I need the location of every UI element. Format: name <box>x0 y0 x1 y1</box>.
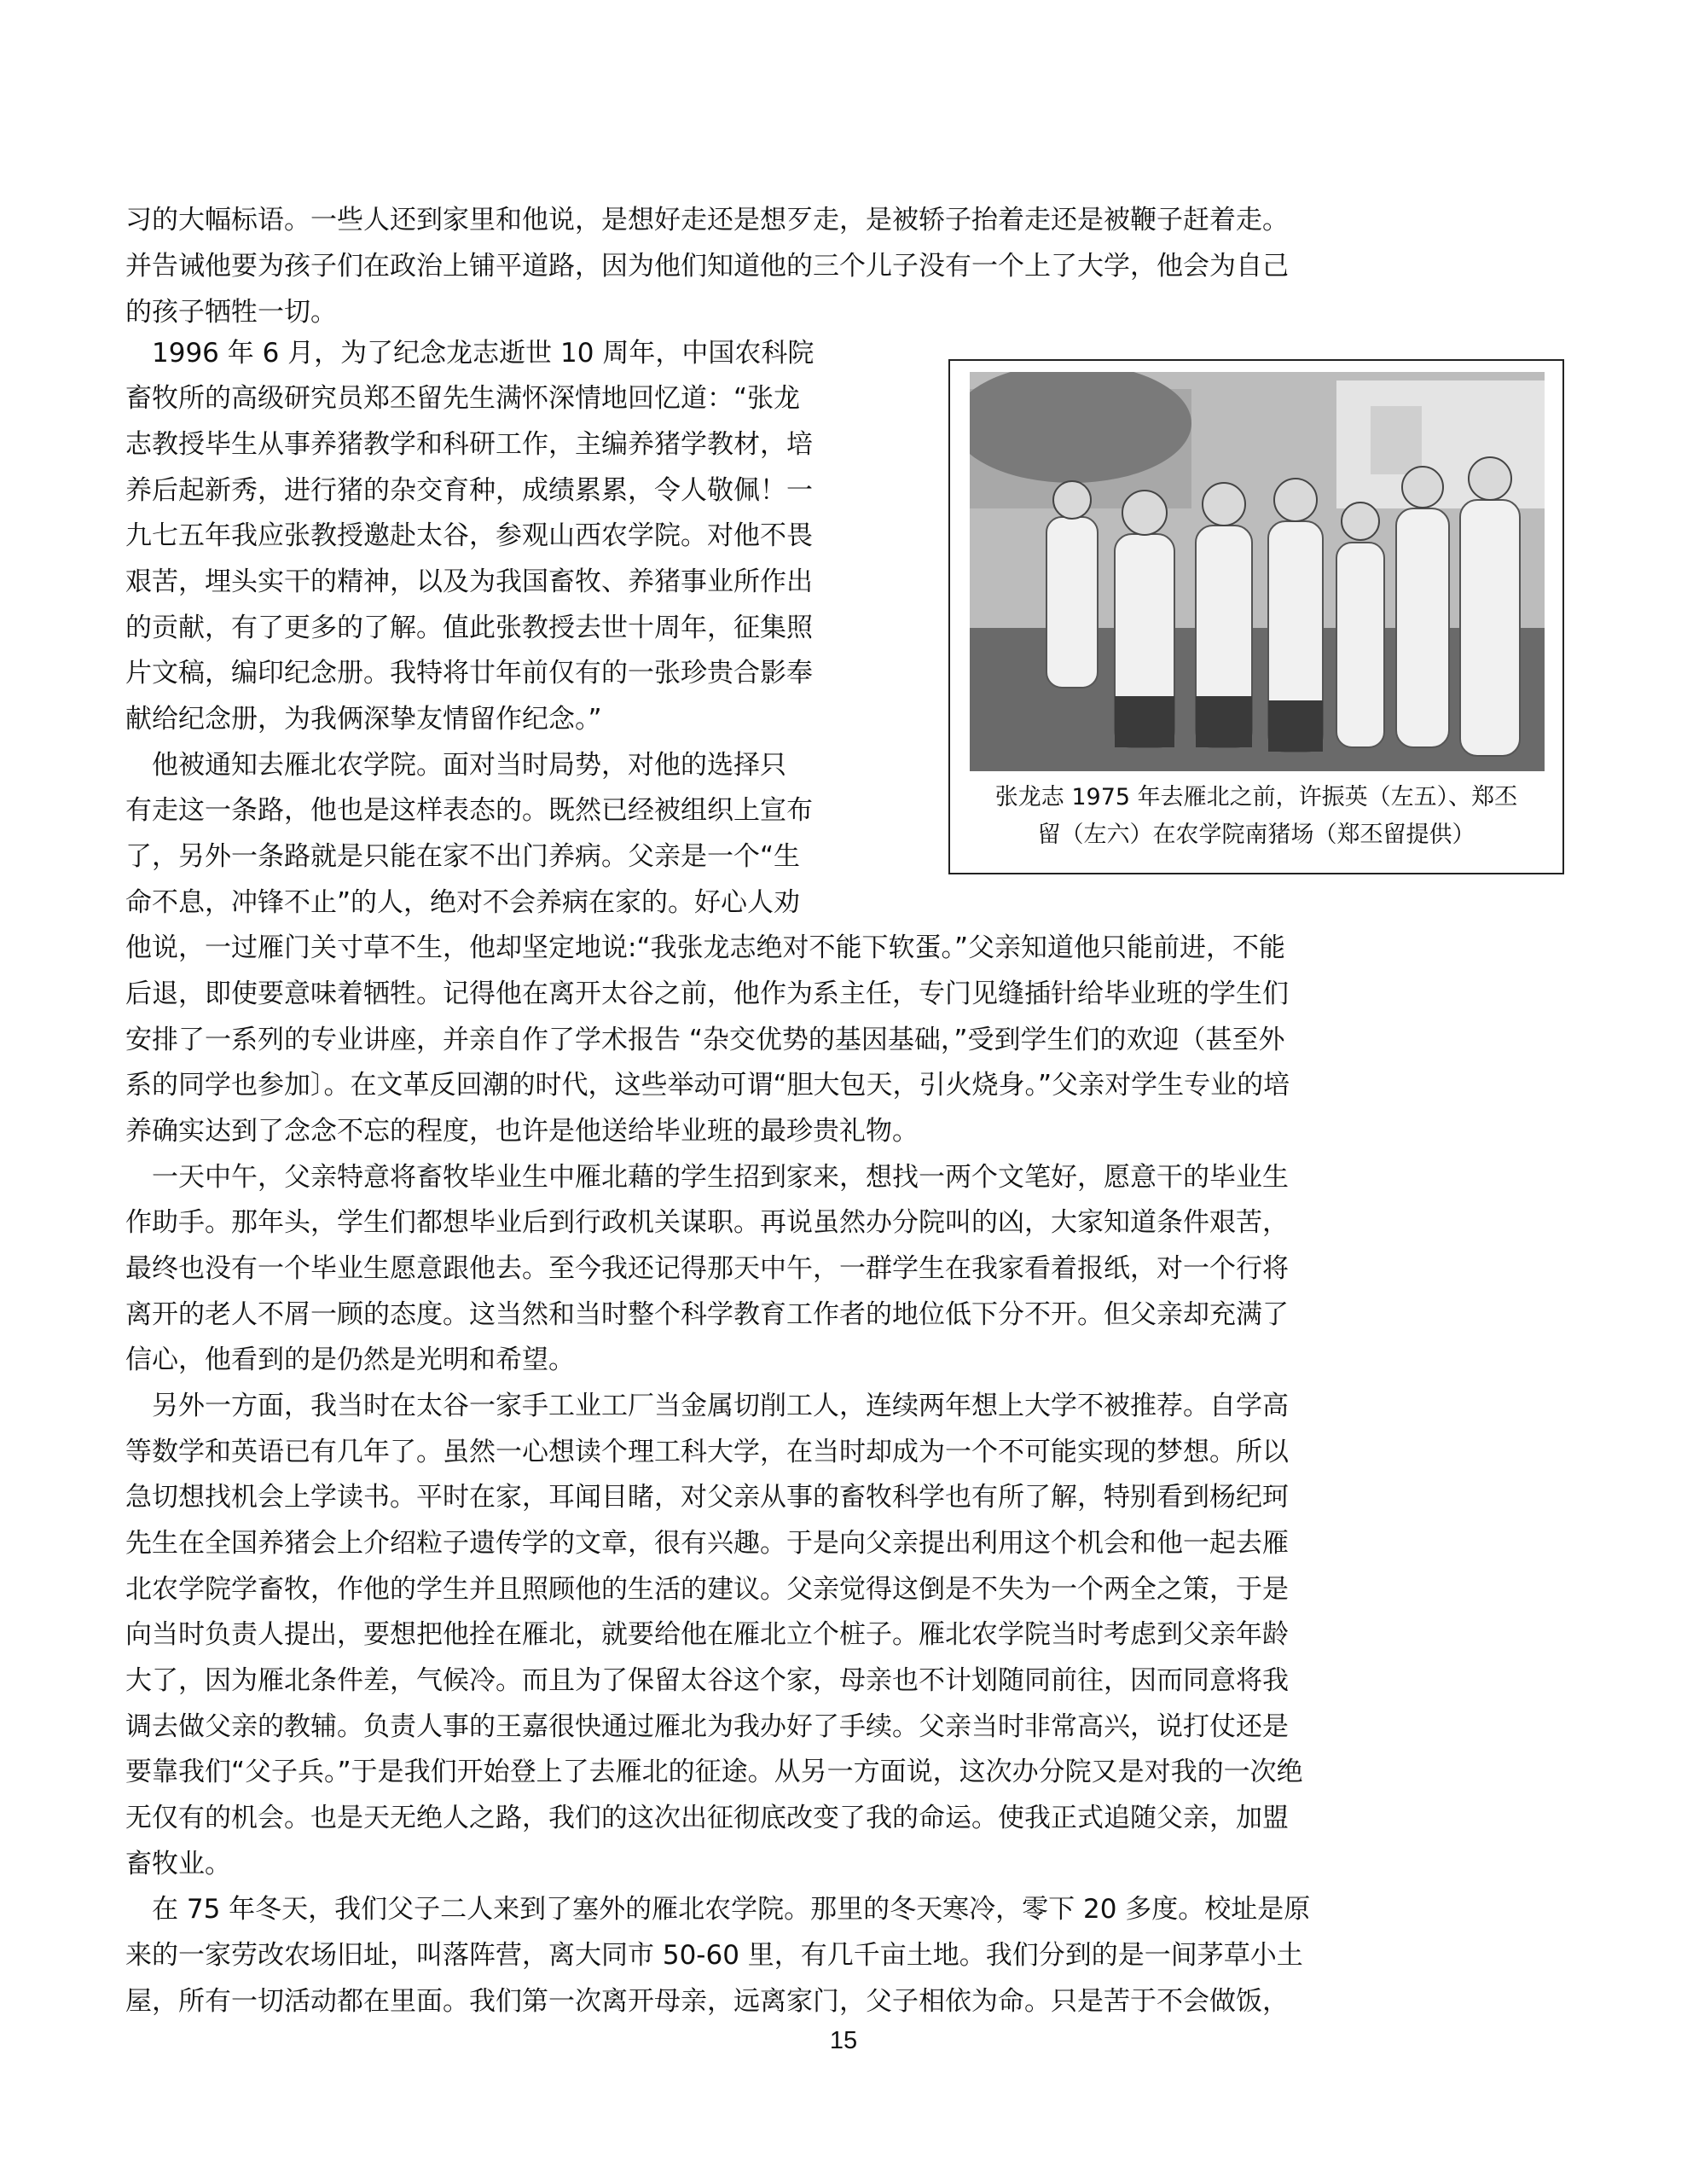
text-line: 志教授毕生从事养猪教学和科研工作，主编养猪学教材，培 <box>125 429 813 460</box>
text-line: 的贡献，有了更多的了解。值此张教授去世十周年，征集照 <box>125 613 813 643</box>
text-line: 养后起新秀，进行猪的杂交育种，成绩累累，令人敬佩！一 <box>125 475 813 506</box>
text-line: 养确实达到了念念不忘的程度，也许是他送给毕业班的最珍贵礼物。 <box>125 1116 919 1147</box>
text-line: 要靠我们“父子兵。”于是我们开始登上了去雁北的征途。从另一方面说，这次办分院又是对我的一次绝 <box>125 1757 1303 1787</box>
figure-caption-line: 张龙志 1975 年去雁北之前，许振英（左五）、郑丕 <box>994 784 1518 810</box>
text-line: 片文稿，编印纪念册。我特将廿年前仅有的一张珍贵合影奉 <box>125 658 813 688</box>
text-line: 北农学院学畜牧，作他的学生并且照顾他的生活的建议。父亲觉得这倒是不失为一个两全之策，于是 <box>125 1574 1289 1605</box>
text-line: 等数学和英语已有几年了。虽然一心想读个理工科大学，在当时却成为一个不可能实现的梦想。所以 <box>125 1437 1289 1467</box>
text-line: 急切想找机会上学读书。平时在家，耳闻目睹，对父亲从事的畜牧科学也有所了解，特别看到杨纪珂 <box>125 1482 1289 1513</box>
text-line: 大了，因为雁北条件差，气候冷。而且为了保留太谷这个家，母亲也不计划随同前往，因而同意将我 <box>125 1665 1289 1696</box>
text-line: 一天中午，父亲特意将畜牧毕业生中雁北藉的学生招到家来，想找一两个文笔好，愿意干的毕业生 <box>125 1162 1289 1193</box>
text-line: 并告诫他要为孩子们在政治上铺平道路，因为他们知道他的三个儿子没有一个上了大学，他会为自己 <box>125 251 1289 282</box>
text-line: 了，另外一条路就是只能在家不出门养病。父亲是一个“生 <box>125 841 801 872</box>
text-line: 在 75 年冬天，我们父子二人来到了塞外的雁北农学院。那里的冬天寒冷，零下 20 多度。校址是原 <box>125 1894 1311 1925</box>
text-line: 先生在全国养猪会上介绍粒子遗传学的文章，很有兴趣。于是向父亲提出利用这个机会和他一起去雁 <box>125 1528 1289 1559</box>
group-photo <box>970 372 1545 771</box>
text-line: 艰苦，埋头实干的精神，以及为我国畜牧、养猪事业所作出 <box>125 566 813 597</box>
text-line: 作助手。那年头，学生们都想毕业后到行政机关谋职。再说虽然办分院叫的凶，大家知道条件艰苦， <box>125 1207 1289 1238</box>
text-line: 屋，所有一切活动都在里面。我们第一次离开母亲，远离家门，父子相依为命。只是苦于不会做饭， <box>125 1986 1289 2017</box>
text-line: 有走这一条路，他也是这样表态的。既然已经被组织上宣布 <box>125 795 813 826</box>
text-line: 献给纪念册，为我俩深挚友情留作纪念。” <box>125 704 602 735</box>
text-line: 信心，他看到的是仍然是光明和希望。 <box>125 1345 575 1375</box>
text-line: 他说，一过雁门关寸草不生，他却坚定地说:“我张龙志绝对不能下软蛋。”父亲知道他只能前进，不能 <box>125 932 1286 963</box>
text-line: 最终也没有一个毕业生愿意跟他去。至今我还记得那天中午，一群学生在我家看着报纸，对一个行将 <box>125 1253 1289 1284</box>
text-line: 系的同学也参加〕。在文革反回潮的时代，这些举动可谓“胆大包天，引火烧身。”父亲对学生专业的培 <box>125 1070 1290 1101</box>
text-line: 后退，即使要意味着牺牲。记得他在离开太谷之前，他作为系主任，专门见缝插针给毕业班的学生们 <box>125 979 1289 1009</box>
text-line: 畜牧所的高级研究员郑丕留先生满怀深情地回忆道：“张龙 <box>125 383 801 414</box>
text-line: 他被通知去雁北农学院。面对当时局势，对他的选择只 <box>125 750 786 781</box>
text-line: 向当时负责人提出，要想把他拴在雁北，就要给他在雁北立个桩子。雁北农学院当时考虑到父亲年龄 <box>125 1619 1289 1650</box>
text-line: 习的大幅标语。一些人还到家里和他说，是想好走还是想歹走，是被轿子抬着走还是被鞭子赶着走。 <box>125 205 1289 235</box>
text-line: 调去做父亲的教辅。负责人事的王嘉很快通过雁北为我办好了手续。父亲当时非常高兴，说打仗还是 <box>125 1711 1289 1742</box>
text-line: 无仅有的机会。也是天无绝人之路，我们的这次出征彻底改变了我的命运。使我正式追随父亲，加盟 <box>125 1803 1289 1833</box>
text-line: 1996 年 6 月，为了纪念龙志逝世 10 周年，中国农科院 <box>125 338 815 369</box>
text-line: 的孩子牺牲一切。 <box>125 297 337 328</box>
text-line: 来的一家劳改农场旧址，叫落阵营，离大同市 50-60 里，有几千亩土地。我们分到的是一间茅草小土 <box>125 1940 1303 1971</box>
text-line: 离开的老人不屑一顾的态度。这当然和当时整个科学教育工作者的地位低下分不开。但父亲却充满了 <box>125 1299 1289 1330</box>
text-line: 另外一方面，我当时在太谷一家手工业工厂当金属切削工人，连续两年想上大学不被推荐。自学高 <box>125 1391 1289 1421</box>
text-line: 命不息，冲锋不止”的人，绝对不会养病在家的。好心人劝 <box>125 887 801 918</box>
text-line: 畜牧业。 <box>125 1849 231 1879</box>
page-number: 15 <box>829 2027 858 2054</box>
text-line: 安排了一系列的专业讲座，并亲自作了学术报告 “杂交优势的基因基础，”受到学生们的欢迎（甚至外 <box>125 1025 1285 1055</box>
photo-figure <box>948 359 1564 874</box>
figure-caption-line: 留（左六）在农学院南猪场（郑丕留提供） <box>1037 822 1475 848</box>
text-line: 九七五年我应张教授邀赴太谷，参观山西农学院。对他不畏 <box>125 520 813 551</box>
